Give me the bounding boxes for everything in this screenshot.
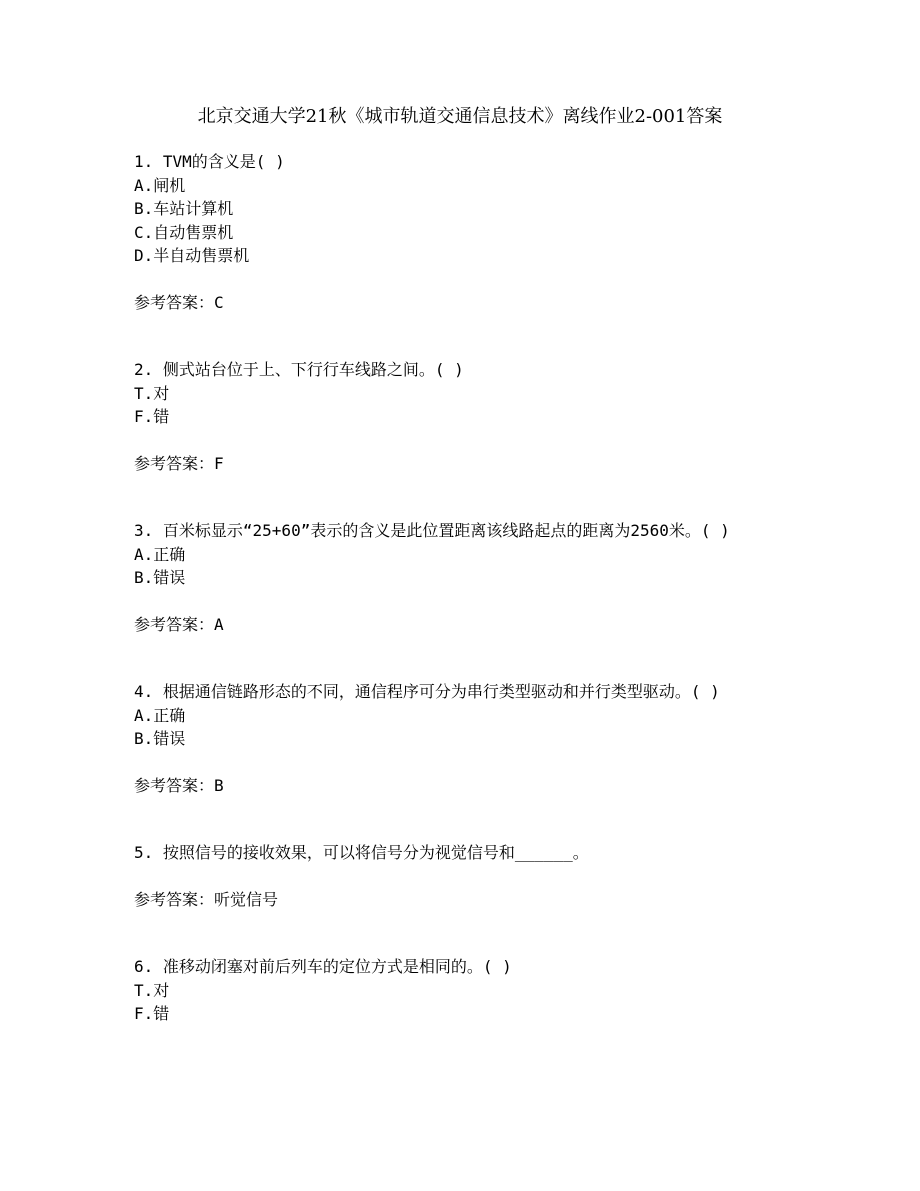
answer-value: C	[214, 292, 224, 312]
option-b: B.车站计算机	[134, 199, 234, 218]
question-stem: 5. 按照信号的接收效果，可以将信号分为视觉信号和______。	[134, 843, 589, 862]
option-a: A.正确	[134, 544, 186, 564]
option-f: F.错	[134, 1004, 170, 1023]
answer-line	[134, 452, 784, 476]
question-3	[134, 519, 784, 636]
answer-line	[134, 774, 784, 798]
answer-label: 参考答案：	[134, 453, 215, 473]
question-stem: 3. 百米标显示“25+60”表示的含义是此位置距离该线路起点的距离为2560米。( )	[134, 521, 730, 540]
question-stem: 6. 准移动闭塞对前后列车的定位方式是相同的。( )	[134, 957, 512, 976]
answer-line	[134, 888, 784, 912]
question-5	[134, 841, 784, 911]
answer-value: A	[214, 614, 224, 634]
question-list	[134, 150, 784, 1026]
question-6	[134, 955, 784, 1026]
option-t: T.对	[134, 980, 170, 1000]
question-stem: 2. 侧式站台位于上、下行行车线路之间。( )	[134, 360, 464, 379]
answer-label: 参考答案：	[134, 889, 215, 909]
question-1	[134, 150, 784, 314]
question-stem: 4. 根据通信链路形态的不同，通信程序可分为串行类型驱动和并行类型驱动。( )	[134, 682, 720, 701]
answer-line	[134, 291, 784, 315]
option-f: F.错	[134, 407, 170, 426]
answer-label: 参考答案：	[134, 292, 215, 312]
option-a: A.闸机	[134, 175, 186, 195]
option-c: C.自动售票机	[134, 222, 234, 242]
answer-line	[134, 613, 784, 637]
document-title: 北京交通大学21秋《城市轨道交通信息技术》离线作业2-001答案	[197, 106, 723, 127]
answer-label: 参考答案：	[134, 775, 215, 795]
question-4	[134, 680, 784, 797]
question-2	[134, 358, 784, 475]
answer-value: F	[214, 453, 224, 473]
option-a: A.正确	[134, 705, 186, 725]
option-t: T.对	[134, 383, 170, 403]
question-stem: 1. TVM的含义是( )	[134, 152, 285, 171]
option-d: D.半自动售票机	[134, 246, 250, 265]
answer-value: B	[214, 775, 224, 795]
option-b: B.错误	[134, 568, 186, 587]
answer-label: 参考答案：	[134, 614, 215, 634]
answer-value: 听觉信号	[214, 889, 279, 909]
option-b: B.错误	[134, 729, 186, 748]
